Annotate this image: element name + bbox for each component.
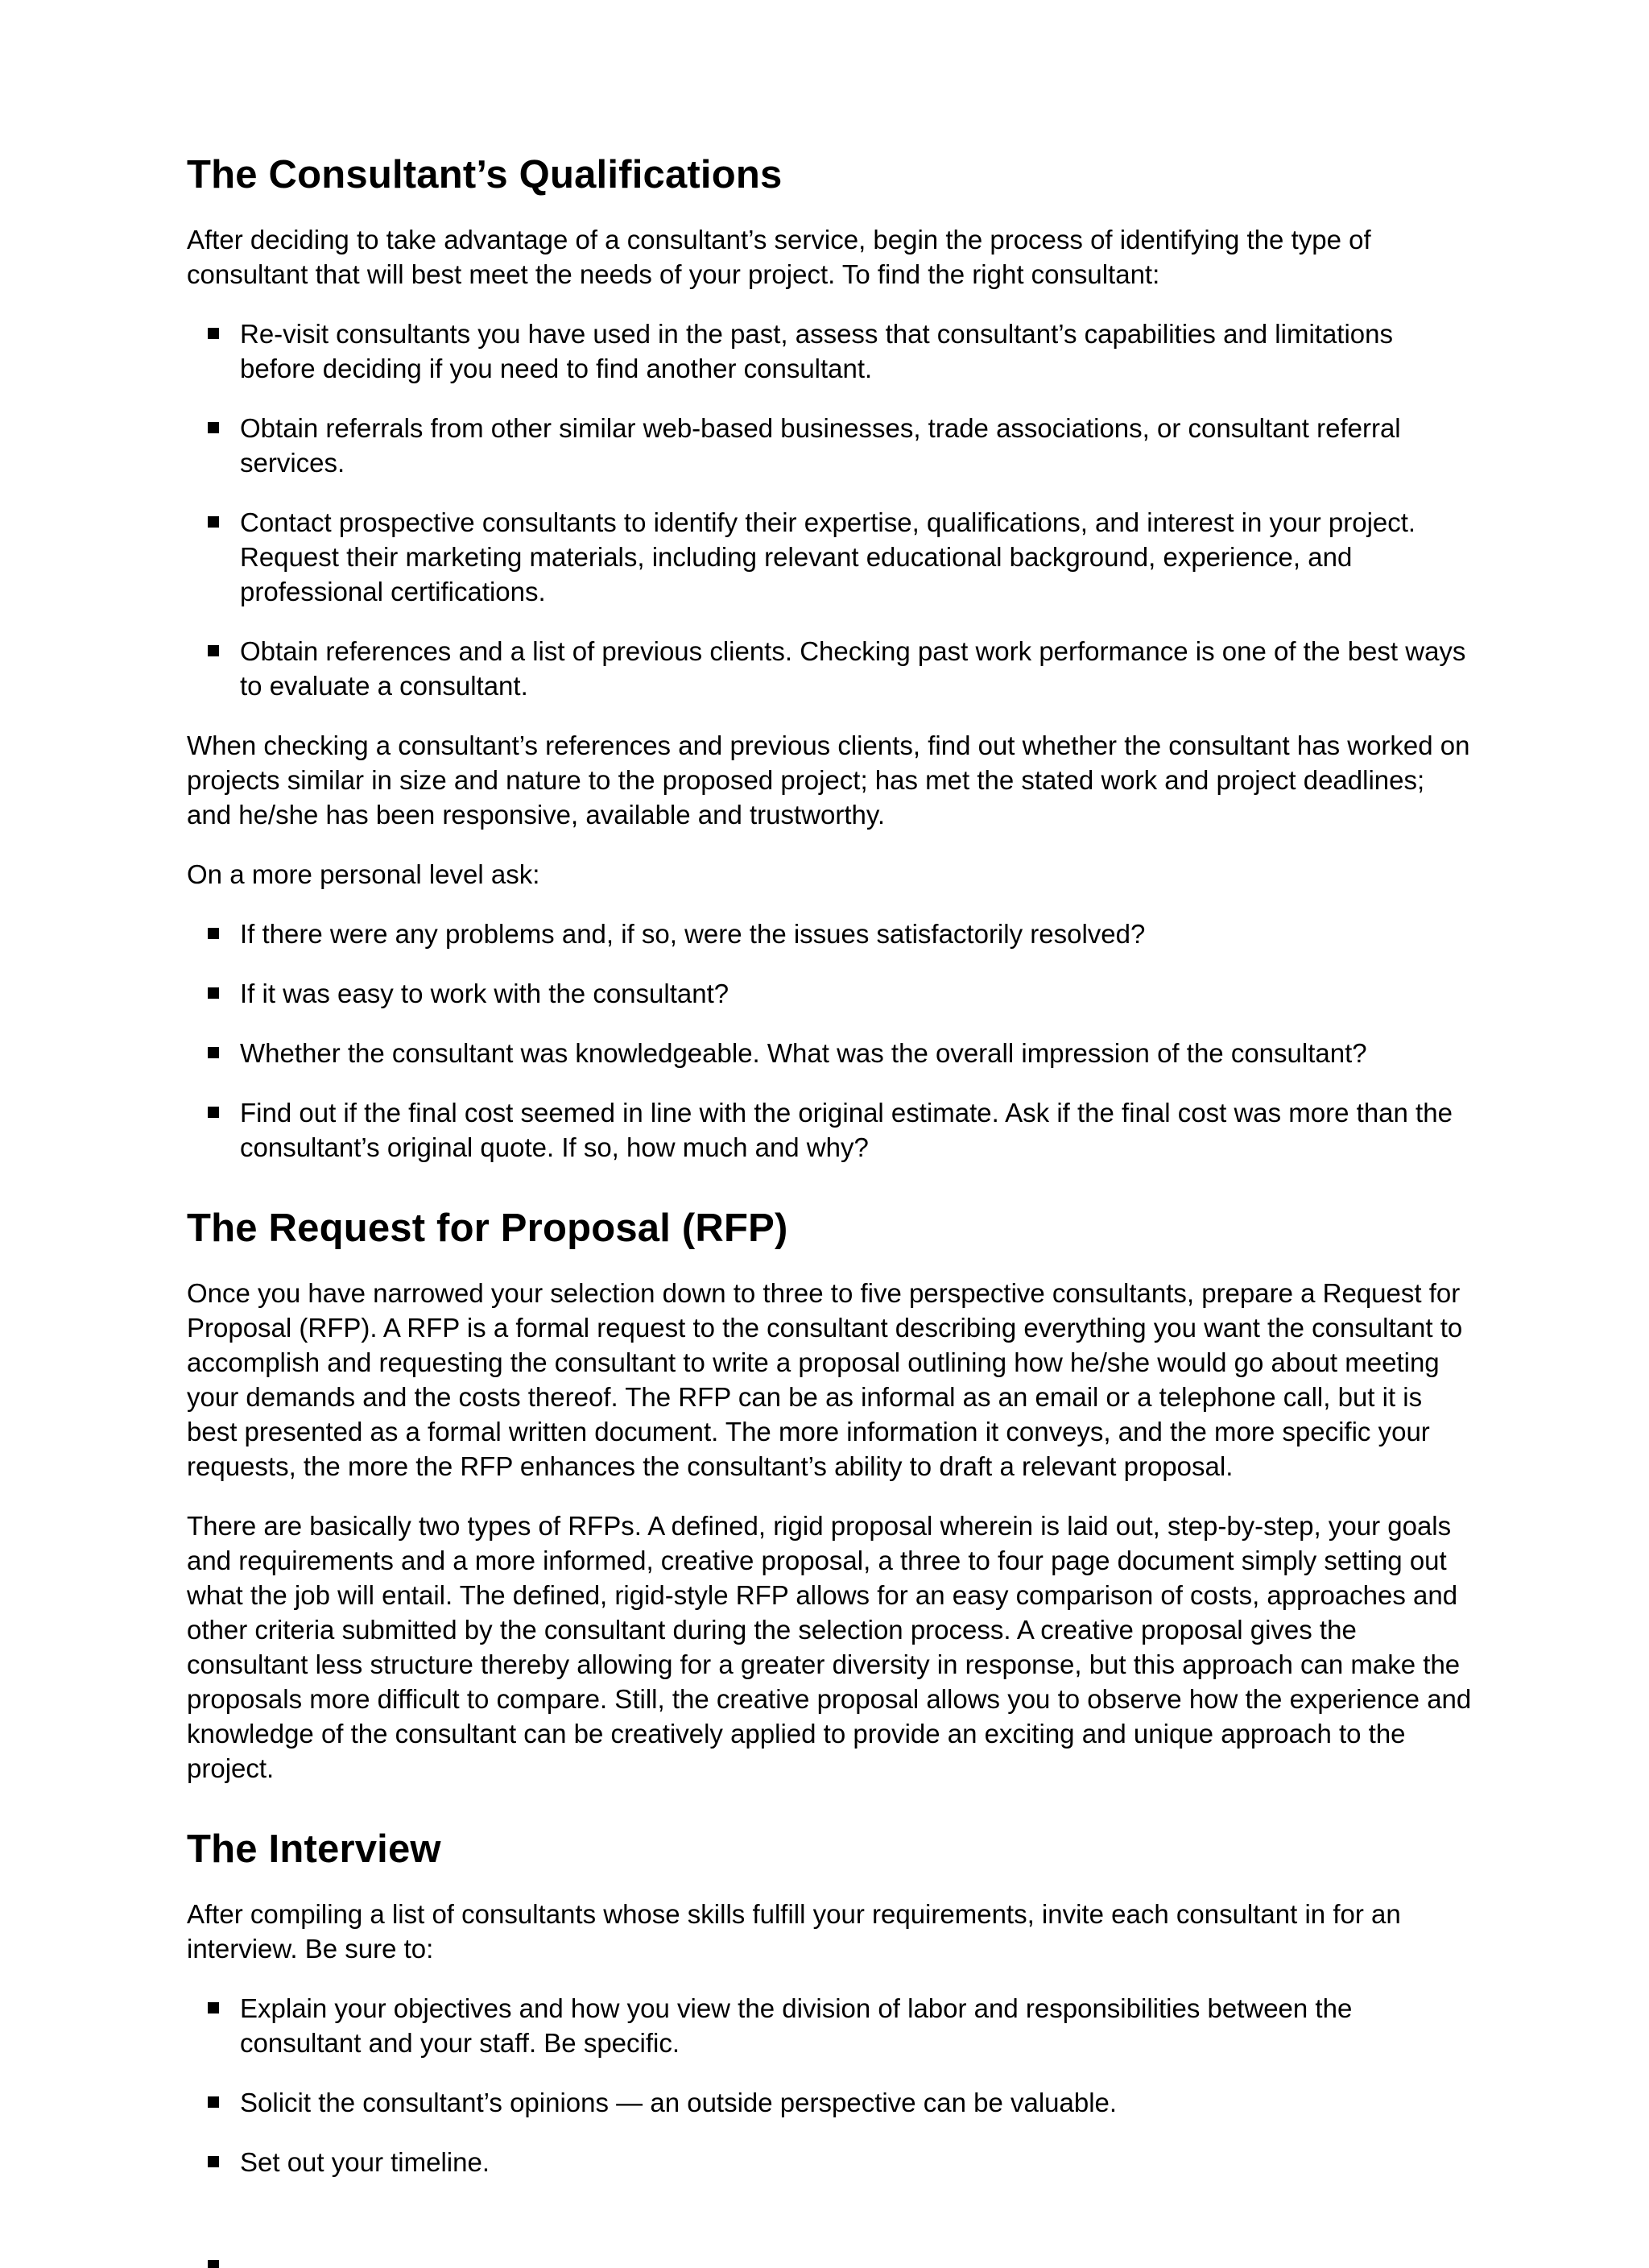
square-bullet-icon — [208, 645, 219, 656]
list-item-text: Solicit the consultant’s opinions — an outside perspective can be valuable. — [240, 2088, 1118, 2117]
square-bullet-icon — [208, 2002, 219, 2013]
personal-level-intro: On a more personal level ask: — [187, 859, 540, 889]
square-bullet-icon — [208, 1047, 219, 1058]
rfp-paragraph: Once you have narrowed your selection down to three to five perspective consultants, prepare a Request for Proposal (RFP). A RFP is a formal request to the consultant describing everything you want the consultant to accomplish and requesting the consultant to write a proposal outlining how he/she would go about meeting your demands and the costs thereof. The RFP can be as informal as an email or a telephone call, but it is best presented as a formal written document. The more information it conveys, and the more specific your requests, the more the RFP enhances the consultant’s ability to draft a relevant proposal. — [187, 1278, 1463, 1481]
list-item-text: Re-visit consultants you have used in the past, assess that consultant’s capabilities and limitations before deciding if you need to find another consultant. — [240, 319, 1394, 383]
square-bullet-icon — [208, 2096, 219, 2108]
list-item-text: If there were any problems and, if so, were the issues satisfactorily resolved? — [240, 919, 1146, 949]
rfp-paragraph: There are basically two types of RFPs. A defined, rigid proposal wherein is laid out, step-by-step, your goals and requirements and a more informed, creative proposal, a three to four page document simply setting out what the job will entail. The defined, rigid-style RFP allows for an easy comparison of costs, approaches and other criteria submitted by the consultant during the selection process. A creative proposal gives the consultant less structure thereby allowing for a greater diversity in response, but this approach can make the proposals more difficult to compare. Still, the creative proposal allows you to observe how the experience and knowledge of the consultant can be creatively applied to provide an exciting and unique approach to the project. — [187, 1511, 1472, 1783]
list-item — [187, 411, 1472, 480]
section-heading-qualifications: The Consultant’s Qualifications — [187, 153, 783, 197]
personal-questions-list — [187, 917, 1472, 1165]
square-bullet-icon — [208, 987, 219, 999]
references-paragraph: When checking a consultant’s references and previous clients, find out whether the consultant has worked on projects similar in size and nature to the proposed project; has met the stated work and project deadlines; and he/she has been responsive, available and trustworthy. — [187, 730, 1470, 830]
qualifications-intro-paragraph: After deciding to take advantage of a consultant’s service, begin the process of identifying the type of consultant that will best meet the needs of your project. To find the right consultant: — [187, 225, 1371, 289]
list-item-text: Obtain referrals from other similar web-based businesses, trade associations, or consultant referral services. — [240, 413, 1401, 478]
list-item-text: Find out if the final cost seemed in line with the original estimate. Ask if the final cost was more than the consultant’s original quote. If so, how much and why? — [240, 1098, 1453, 1162]
section-heading-interview: The Interview — [187, 1827, 441, 1871]
section-heading-rfp: The Request for Proposal (RFP) — [187, 1206, 788, 1250]
interview-intro-paragraph: After compiling a list of consultants whose skills fulfill your requirements, invite each consultant in for an interview. Be sure to: — [187, 1899, 1401, 1964]
list-item — [187, 917, 1472, 951]
list-item — [187, 634, 1472, 703]
square-bullet-icon — [208, 516, 219, 528]
list-item — [187, 2085, 1472, 2120]
list-item — [187, 1991, 1472, 2060]
list-item-text: Whether the consultant was knowledgeable. What was the overall impression of the consultant? — [240, 1038, 1367, 1068]
list-item-text: Explain your objectives and how you view the division of labor and responsibilities between the consultant and your staff. Be specific. — [240, 1993, 1353, 2058]
list-item — [187, 1095, 1472, 1165]
list-item — [187, 1036, 1472, 1070]
list-item — [187, 976, 1472, 1011]
square-bullet-icon — [208, 422, 219, 433]
square-bullet-icon — [208, 2156, 219, 2167]
list-item — [187, 505, 1472, 609]
interview-bullet-list — [187, 1991, 1472, 2179]
qualifications-bullet-list — [187, 317, 1472, 703]
list-item-text: Set out your timeline. — [240, 2147, 490, 2177]
list-item-text: Contact prospective consultants to identify their expertise, qualifications, and interest in your project. Request their marketing materials, including relevant educational background, experience, and professional certifications. — [240, 507, 1416, 606]
list-item-text: Obtain references and a list of previous clients. Checking past work performance is one of the best ways to evaluate a consultant. — [240, 636, 1466, 701]
square-bullet-icon — [208, 2260, 219, 2268]
list-item — [187, 317, 1472, 386]
square-bullet-icon — [208, 328, 219, 339]
list-item-text: If it was easy to work with the consultant? — [240, 979, 729, 1008]
list-item — [187, 2145, 1472, 2179]
square-bullet-icon — [208, 928, 219, 939]
square-bullet-icon — [208, 1107, 219, 1118]
